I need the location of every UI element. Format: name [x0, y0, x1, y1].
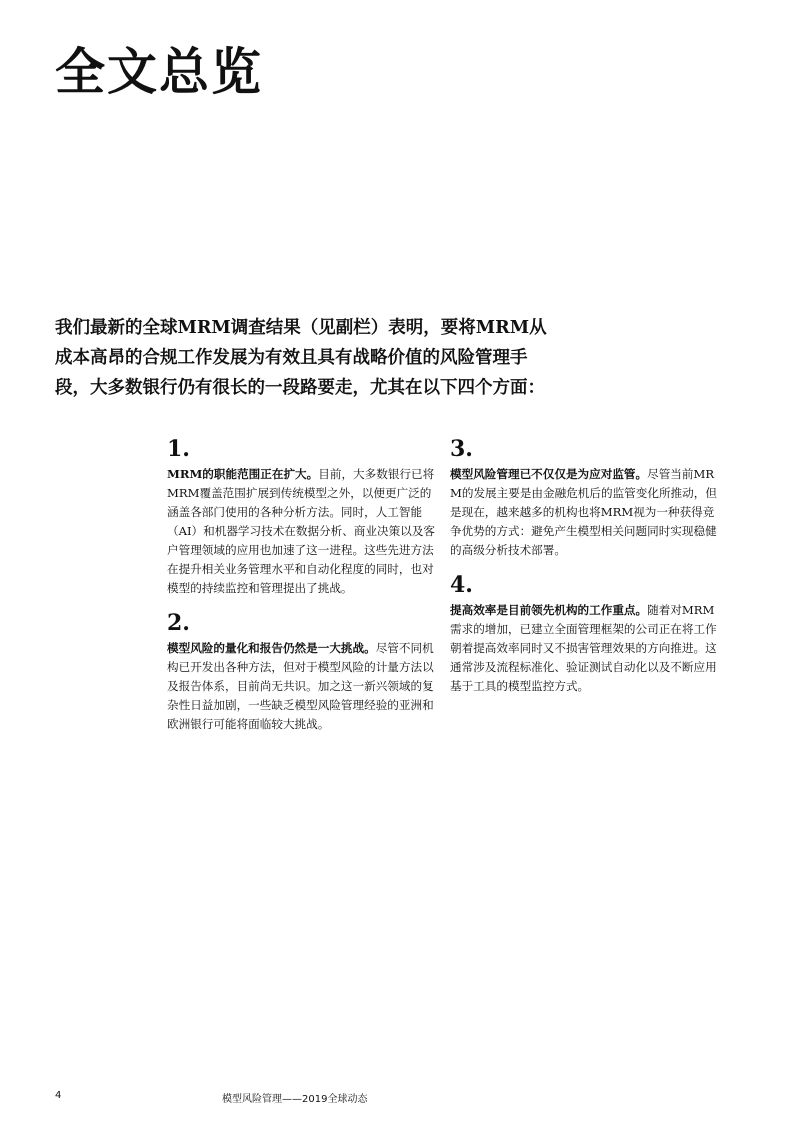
point-body: 目前，大多数银行已将MRM覆盖范围扩展到传统模型之外，以便更广泛的涵盖各部门使用的各种分析方法。同时，人工智能（AI）和机器学习技术在数据分析、商业决策以及客户管理领域的应用也加速了这一进程。这些先进方法在提升相关业务管理水平和自动化程度的同时，也对模型的持续监控和管理提出了挑战。 [167, 467, 436, 595]
point-number: 3. [450, 436, 473, 462]
right-column [450, 436, 720, 708]
point-text [167, 465, 437, 598]
point-4 [450, 572, 720, 696]
point-3 [450, 436, 720, 560]
point-2 [167, 610, 437, 734]
footer-publication-title: 模型风险管理——2019全球动态 [222, 1094, 368, 1105]
point-heading: MRM的职能范围正在扩大。 [167, 467, 319, 481]
intro-line: 成本高昂的合规工作发展为有效且具有战略价值的风险管理手 [55, 348, 528, 368]
page-number: 4 [55, 1090, 62, 1101]
point-1 [167, 436, 437, 598]
point-number: 1. [167, 436, 190, 462]
point-text [450, 465, 720, 560]
point-text [167, 639, 437, 734]
point-heading: 模型风险管理已不仅仅是为应对监管。 [450, 467, 648, 481]
intro-line: 我们最新的全球MRM调查结果（见副栏）表明，要将MRM从 [55, 318, 547, 338]
point-number: 4. [450, 572, 473, 598]
point-text [450, 601, 720, 696]
page-title: 全文总览 [55, 42, 263, 101]
intro-paragraph [55, 313, 575, 403]
intro-line: 段，大多数银行仍有很长的一段路要走，尤其在以下四个方面： [55, 378, 545, 398]
point-heading: 模型风险的量化和报告仍然是一大挑战。 [167, 641, 376, 655]
point-body: 尽管当前MRM的发展主要是由金融危机后的监管变化所推动，但是现在，越来越多的机构也将MRM视为一种获得竞争优势的方式：避免产生模型相关问题同时实现稳健的高级分析技术部署。 [450, 467, 717, 557]
point-heading: 提高效率是目前领先机构的工作重点。 [450, 603, 648, 617]
point-number: 2. [167, 610, 190, 636]
left-column [167, 436, 437, 746]
point-body: 尽管不同机构已开发出各种方法，但对于模型风险的计量方法以及报告体系，目前尚无共识。加之这一新兴领域的复杂性日益加剧，一些缺乏模型风险管理经验的亚洲和欧洲银行可能将面临较大挑战。 [167, 641, 434, 731]
point-body: 随着对MRM需求的增加，已建立全面管理框架的公司正在将工作朝着提高效率同时又不损害管理效果的方向推进。这通常涉及流程标准化、验证测试自动化以及不断应用基于工具的模型监控方式。 [450, 603, 717, 693]
